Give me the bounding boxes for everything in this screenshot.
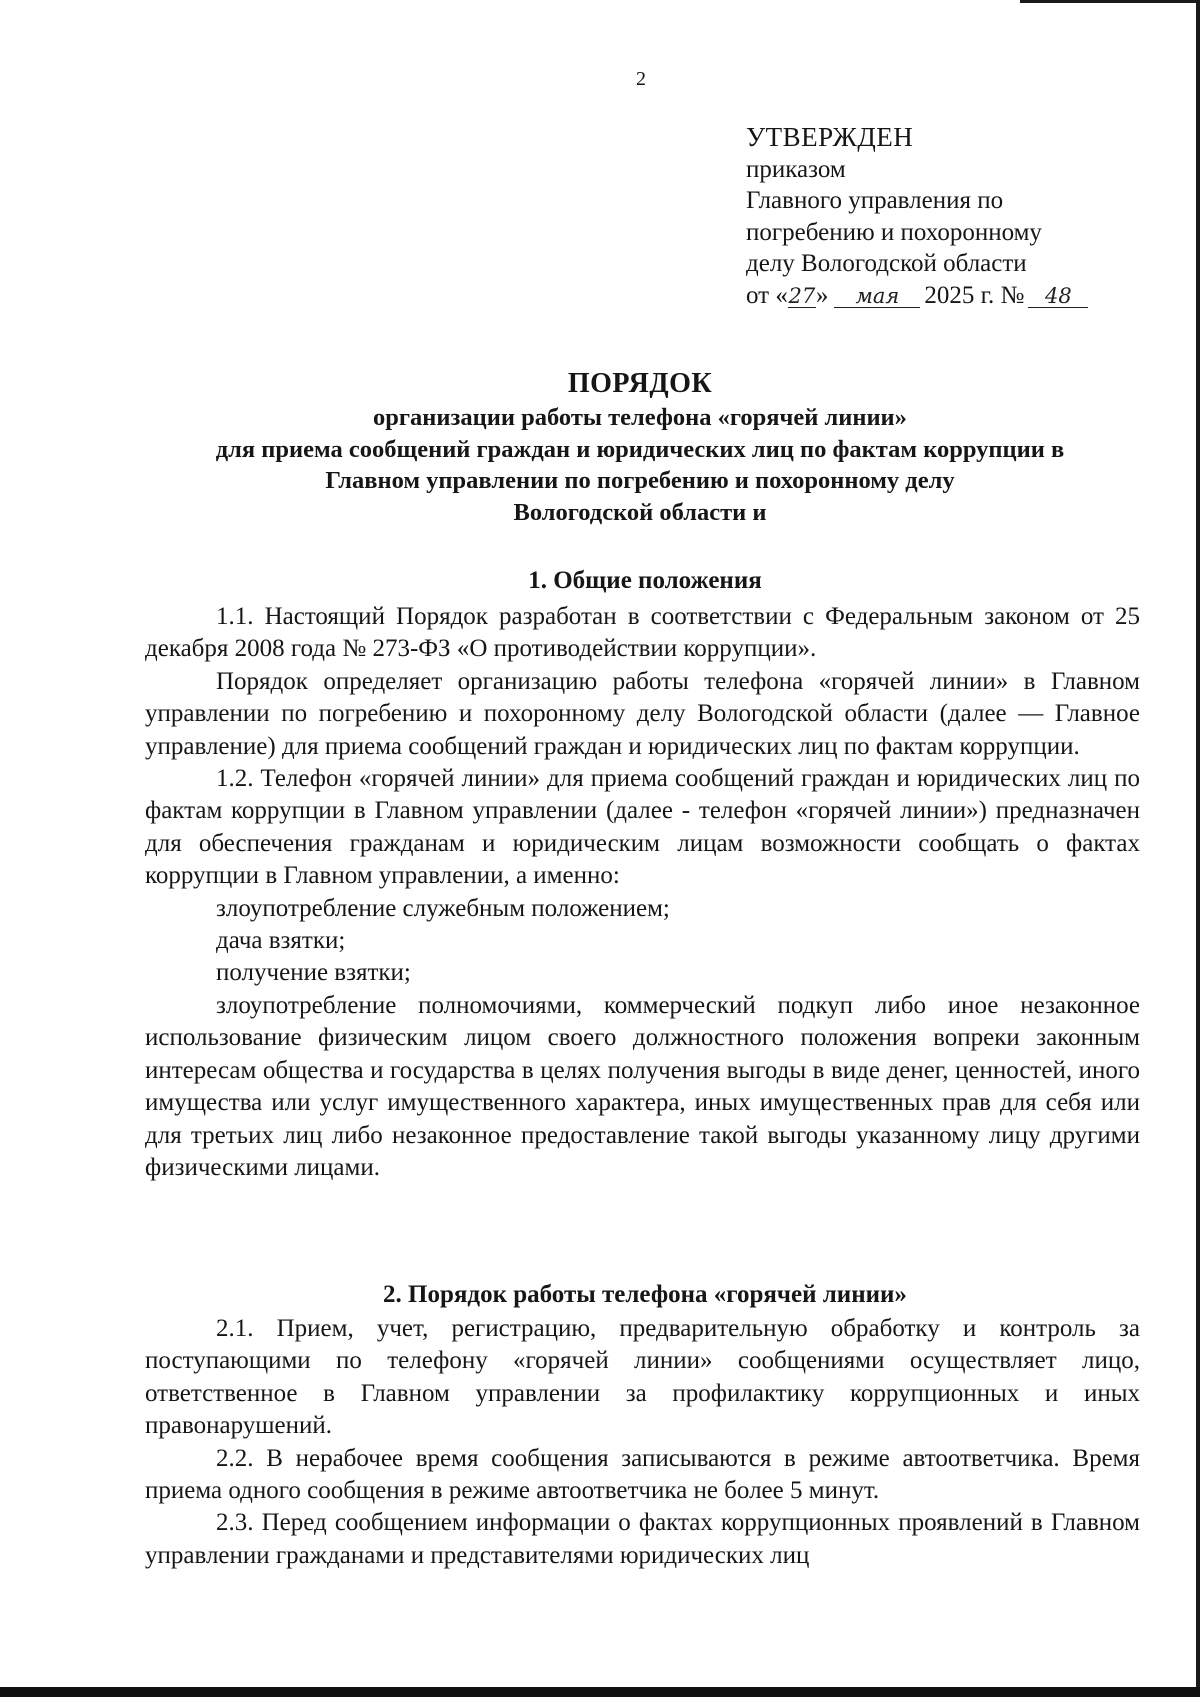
paragraph: 2.2. В нерабочее время сообщения записываются в режиме автоответчика. Время приема одного сообщения в режиме автоответчика не более 5 минут. <box>145 1444 1140 1505</box>
approval-stamp: УТВЕРЖДЕН <box>746 122 914 152</box>
list-item: дача взятки; <box>216 927 346 955</box>
scan-edge-bottom <box>0 1687 1200 1697</box>
title-line: организации работы телефона «горячей линии» <box>373 404 907 431</box>
date-day-close: » <box>815 281 829 309</box>
approval-block <box>746 122 1146 311</box>
approval-date-line <box>746 280 1146 312</box>
title-line: Главном управлении по погребению и похоронному делу <box>325 467 955 494</box>
paragraph: 1.2. Телефон «горячей линии» для приема сообщений граждан и юридических лиц по фактам коррупции в Главном управлении (далее - телефон «горячей линии») предназначен для обеспечения гражданам и юридическим лицам возможности сообщать о фактах коррупции в Главном управлении, а именно: <box>145 765 1140 890</box>
title-line: для приема сообщений граждан и юридических лиц по фактам коррупции в <box>215 435 1065 463</box>
paragraph: злоупотребление полномочиями, коммерческий подкуп либо иное незаконное использование физическим лицом своего должностного положения вопреки законным интересам общества и государства в целях получения выгоды в виде денег, ценностей, иного имущества или услуг имущественного характера, иных имущественных прав для себя или для третьих лиц либо незаконное предоставление такой выгоды указанному лицу другими физическими лицами. <box>145 991 1140 1181</box>
date-year: 2025 г. № <box>924 281 1025 309</box>
approval-line: Главного управления по <box>746 187 1004 214</box>
paragraph: 1.1. Настоящий Порядок разработан в соответствии с Федеральным законом от 25 декабря 2008 года № 273-ФЗ «О противодействии коррупции». <box>145 603 1140 663</box>
approval-line: делу Вологодской области <box>746 250 1027 277</box>
list-item: получение взятки; <box>216 959 411 987</box>
section-1-heading: 1. Общие положения <box>528 567 762 594</box>
list-item: злоупотребление служебным положением; <box>216 894 670 922</box>
approval-line: погребению и похоронному <box>746 218 1042 246</box>
document-title <box>130 366 1150 528</box>
date-prefix: от « <box>746 281 788 309</box>
paragraph: Порядок определяет организацию работы телефона «горячей линии» в Главном управлении по погребению и похоронному делу Вологодской области (далее — Главное управление) для приема сообщений граждан и юридических лиц по фактам коррупции. <box>145 667 1140 760</box>
title-main: ПОРЯДОК <box>567 368 713 399</box>
scan-edge-right <box>1196 0 1200 1697</box>
page-number: 2 <box>636 68 646 90</box>
title-line: Вологодской области и <box>513 498 767 526</box>
handwritten-order-number: 48 <box>1028 285 1088 308</box>
handwritten-day: 27 <box>788 283 816 308</box>
paragraph: 2.3. Перед сообщением информации о фактах коррупционных проявлений в Главном управлении гражданами и представителями юридических лиц <box>145 1509 1140 1569</box>
section-2-body <box>145 1313 1140 1572</box>
handwritten-month: мая <box>834 285 920 308</box>
section-1-body <box>145 601 1140 1184</box>
approval-line: приказом <box>746 155 846 183</box>
paragraph: 2.1. Прием, учет, регистрацию, предварительную обработку и контроль за поступающими по телефону «горячей линии» сообщениями осуществляет лицо, ответственное в Главном управлении за профилактику коррупционных и иных правонарушений. <box>145 1315 1140 1440</box>
section-2-heading: 2. Порядок работы телефона «горячей линии» <box>383 1281 907 1308</box>
scan-edge-top <box>1020 0 1200 3</box>
